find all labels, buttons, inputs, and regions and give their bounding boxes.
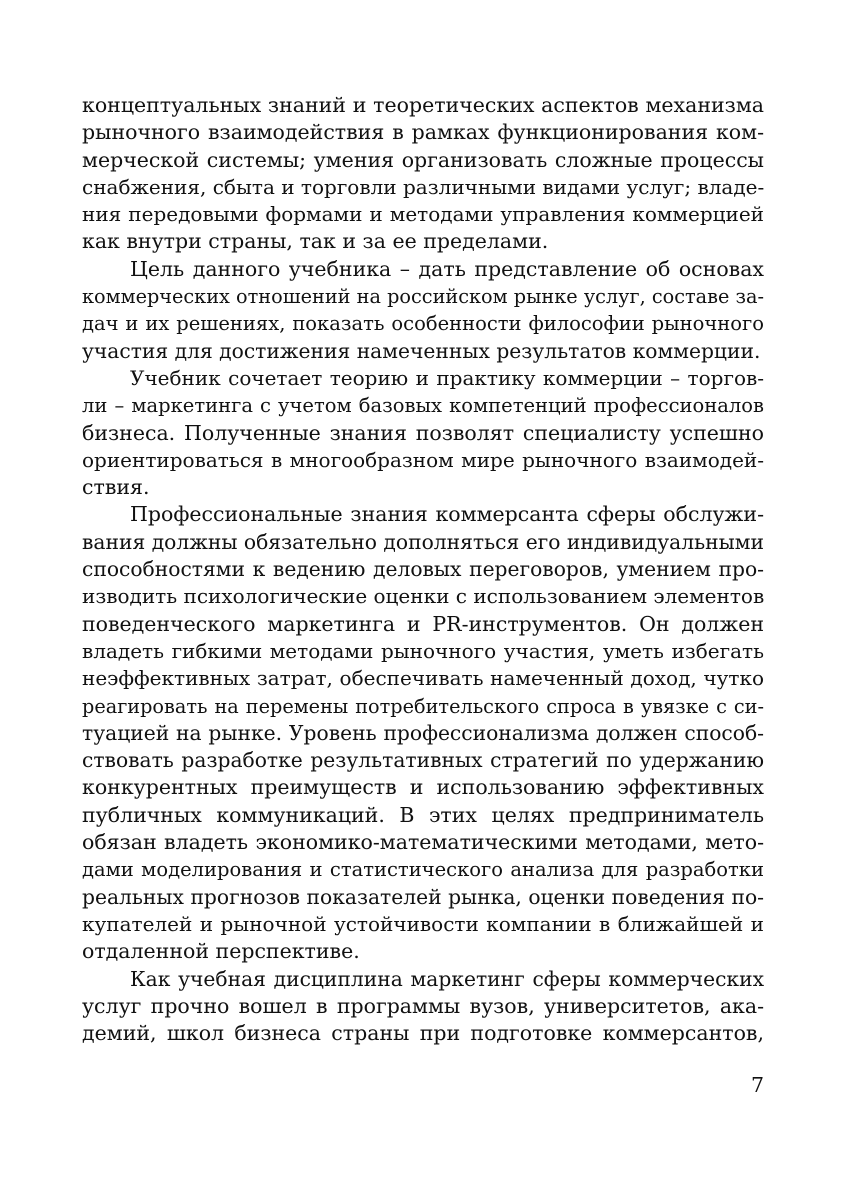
text-line: демий, школ бизнеса страны при подготовке коммерсантов, xyxy=(82,1021,764,1046)
text-line: неэффективных затрат, обеспечивать намеченный доход, чутко xyxy=(82,666,764,691)
text-line: Профессиональные знания коммерсанта сферы обслужи- xyxy=(130,502,764,527)
text-line: ствовать разработке результативных стратегий по удержанию xyxy=(82,748,764,773)
text-line: Учебник сочетает теорию и практику коммерции – торгов- xyxy=(130,365,764,390)
text-line: рыночного взаимодействия в рамках функционирования ком- xyxy=(82,120,764,145)
text-line: ли – маркетинга с учетом базовых компетенций профессионалов xyxy=(82,394,764,418)
text-line: услуг прочно вошел в программы вузов, университетов, ака- xyxy=(82,993,764,1018)
text-line: изводить психологические оценки с использованием элементов xyxy=(82,584,764,609)
text-line: коммерческих отношений на российском рынке услуг, составе за- xyxy=(82,285,764,309)
text-line: отдаленной перспективе. xyxy=(82,939,360,964)
text-line: конкурентных преимуществ и использованию эффективных xyxy=(82,775,764,800)
text-line: поведенческого маркетинга и PR-инструментов. Он должен xyxy=(82,611,764,636)
text-line: реальных прогнозов показателей рынка, оценки поведения по- xyxy=(82,884,764,909)
body-text xyxy=(82,92,764,1047)
text-line: как внутри страны, так и за ее пределами. xyxy=(82,229,549,254)
text-line: обязан владеть экономико-математическими методами, мето- xyxy=(82,830,764,855)
text-line: ориентироваться в многообразном мире рыночного взаимодей- xyxy=(82,447,764,472)
text-line: способностями к ведению деловых переговоров, умением про- xyxy=(82,557,764,582)
text-line: снабжения, сбыта и торговли различными видами услуг; владе- xyxy=(82,174,764,199)
text-line: вания должны обязательно дополняться его индивидуальными xyxy=(82,529,764,554)
text-line: дач и их решениях, показать особенности философии рыночного xyxy=(82,312,764,336)
text-line: купателей и рыночной устойчивости компании в ближайшей и xyxy=(82,911,764,936)
text-line: Как учебная дисциплина маркетинг сферы коммерческих xyxy=(130,966,764,991)
text-line: туацией на рынке. Уровень профессионализма должен способ- xyxy=(82,720,764,745)
page-number: 7 xyxy=(750,1073,764,1097)
text-line: владеть гибкими методами рыночного участия, уметь избегать xyxy=(82,638,764,663)
text-line: участия для достижения намеченных результатов коммерции. xyxy=(82,338,761,363)
text-line: ния передовыми формами и методами управления коммерцией xyxy=(82,202,764,227)
text-line: публичных коммуникаций. В этих целях предприниматель xyxy=(82,802,764,827)
text-line: реагировать на перемены потребительского спроса в увязке с си- xyxy=(82,694,764,718)
text-line: концептуальных знаний и теоретических аспектов механизма xyxy=(82,93,764,117)
text-line: дами моделирования и статистического анализа для разработки xyxy=(82,858,764,882)
text-line: ствия. xyxy=(82,475,150,500)
text-line: мерческой системы; умения организовать сложные процессы xyxy=(82,147,764,172)
text-line: бизнеса. Полученные знания позволят специалисту успешно xyxy=(82,420,764,445)
text-line: Цель данного учебника – дать представление об основах xyxy=(130,256,764,281)
